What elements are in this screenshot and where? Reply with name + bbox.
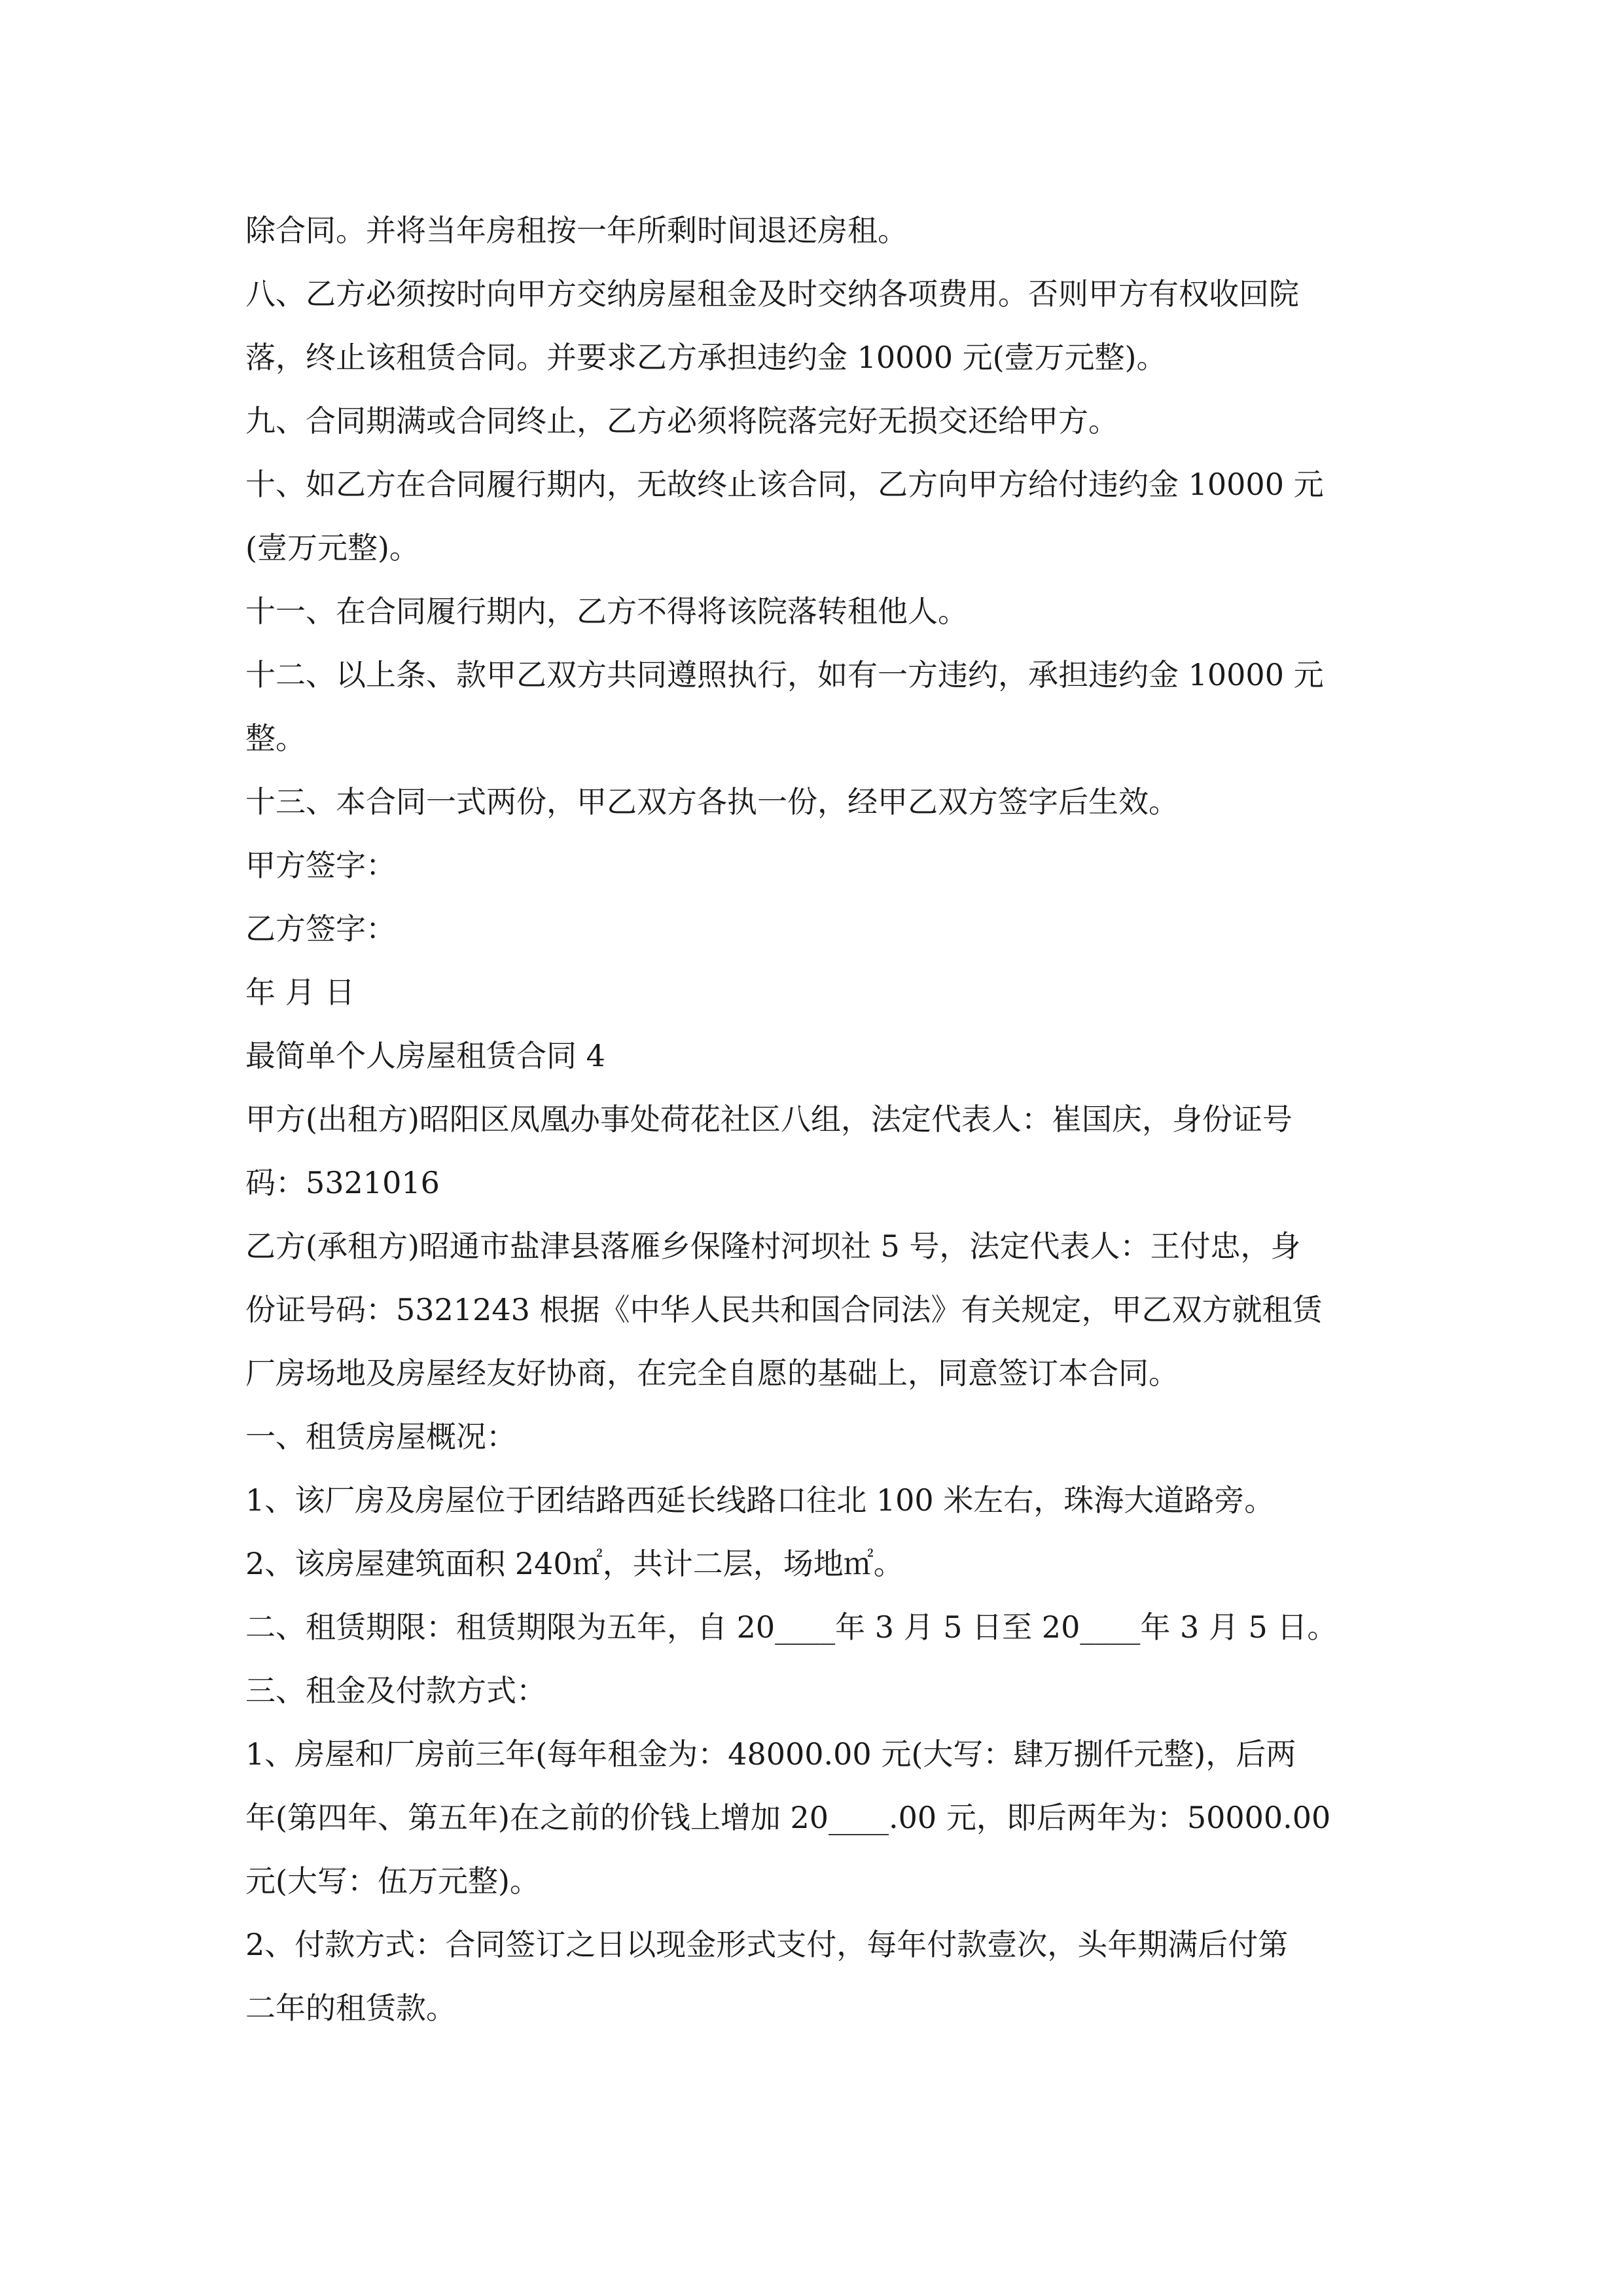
text-line: 十三、本合同一式两份，甲乙双方各执一份，经甲乙双方签字后生效。	[245, 784, 1179, 819]
text-line: 码：5321016	[245, 1165, 440, 1200]
contract-text	[245, 199, 1384, 2040]
party-a-signature-line: 甲方签字：	[245, 848, 396, 883]
text-line: 元(大写：伍万元整)。	[245, 1863, 540, 1899]
text-line: 2、付款方式：合同签订之日以现金形式支付，每年付款壹次，头年期满后付第	[245, 1927, 1289, 1962]
text-line: 十一、在合同履行期内，乙方不得将该院落转租他人。	[245, 594, 968, 629]
text-line: 一、租赁房屋概况：	[245, 1419, 516, 1454]
text-line: 落，终止该租赁合同。并要求乙方承担违约金 10000 元(壹万元整)。	[245, 340, 1167, 375]
text-line: 年(第四年、第五年)在之前的价钱上增加 20____.00 元，即后两年为：50000.00	[245, 1800, 1331, 1835]
text-line: 乙方(承租方)昭通市盐津县落雁乡保隆村河坝社 5 号，法定代表人：王付忠，身	[245, 1229, 1301, 1264]
text-line: 2、该房屋建筑面积 240㎡，共计二层，场地㎡。	[245, 1546, 904, 1581]
text-line: 二、租赁期限：租赁期限为五年，自 20____年 3 月 5 日至 20____年 3 月 5 日。	[245, 1609, 1338, 1645]
text-line: 二年的租赁款。	[245, 1990, 456, 2026]
text-line: 十、如乙方在合同履行期内，无故终止该合同，乙方向甲方给付违约金 10000 元	[245, 467, 1324, 502]
text-line: (壹万元整)。	[245, 530, 419, 565]
section-title: 最简单个人房屋租赁合同 4	[245, 1038, 605, 1073]
text-line: 甲方(出租方)昭阳区凤凰办事处荷花社区八组，法定代表人：崔国庆，身份证号	[245, 1102, 1293, 1137]
text-line: 份证号码：5321243 根据《中华人民共和国合同法》有关规定，甲乙双方就租赁	[245, 1292, 1323, 1327]
text-line: 整。	[245, 721, 306, 756]
text-line: 三、租金及付款方式：	[245, 1673, 546, 1708]
text-line: 十二、以上条、款甲乙双方共同遵照执行，如有一方违约，承担违约金 10000 元	[245, 657, 1324, 692]
date-line: 年 月 日	[245, 975, 355, 1010]
text-line: 九、合同期满或合同终止，乙方必须将院落完好无损交还给甲方。	[245, 403, 1118, 439]
text-line: 八、乙方必须按时向甲方交纳房屋租金及时交纳各项费用。否则甲方有权收回院	[245, 276, 1299, 312]
text-line: 厂房场地及房屋经友好协商，在完全自愿的基础上，同意签订本合同。	[245, 1355, 1179, 1391]
party-b-signature-line: 乙方签字：	[245, 911, 396, 946]
text-line: 1、房屋和厂房前三年(每年租金为：48000.00 元(大写：肆万捌仟元整)，后两	[245, 1736, 1296, 1772]
text-line: 1、该厂房及房屋位于团结路西延长线路口往北 100 米左右，珠海大道路旁。	[245, 1482, 1275, 1518]
text-line: 除合同。并将当年房租按一年所剩时间退还房租。	[245, 213, 908, 248]
